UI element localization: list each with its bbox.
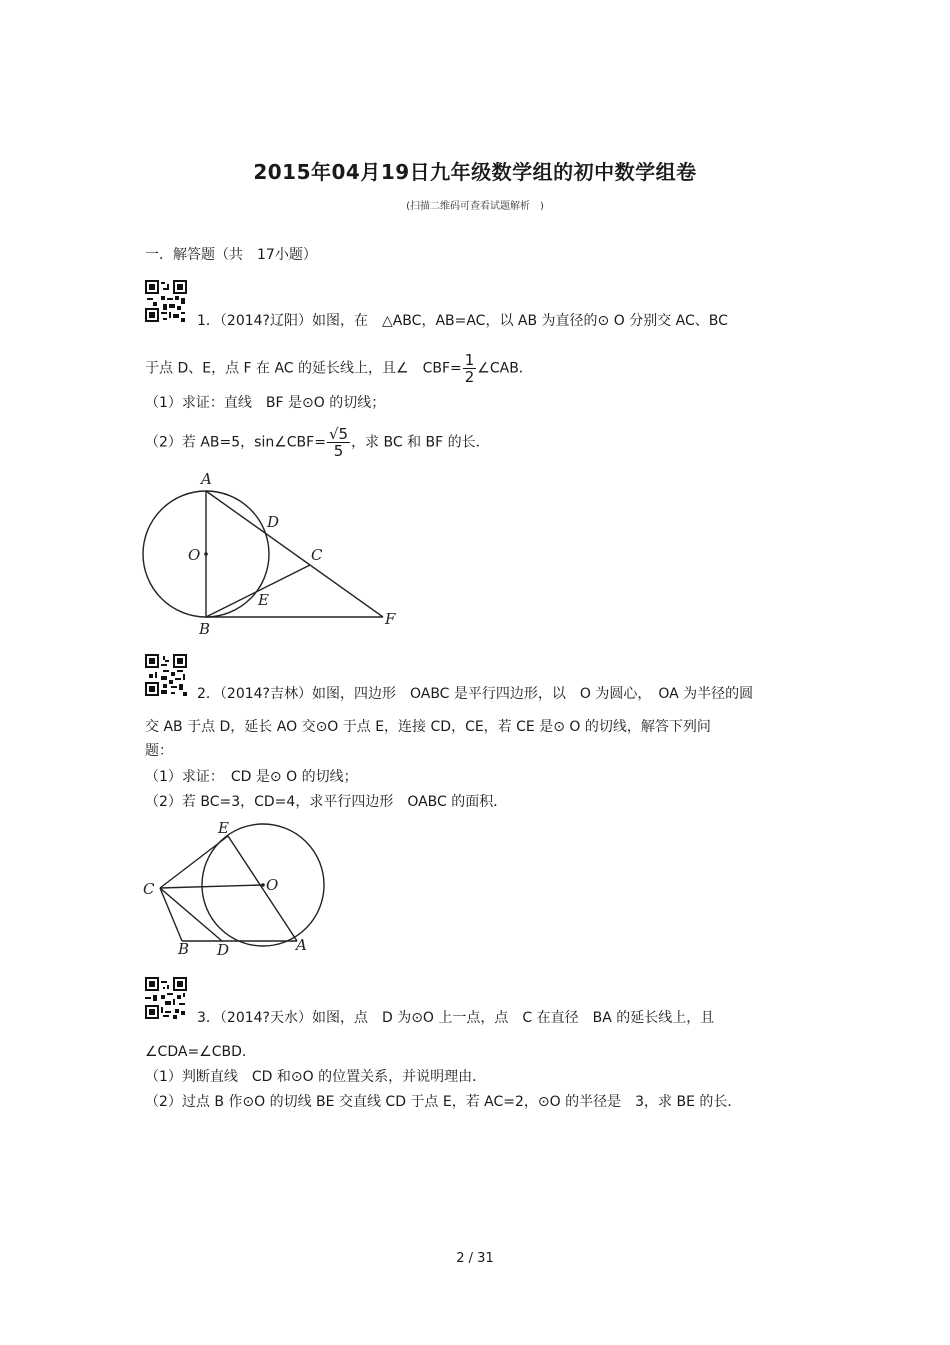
- q3-stem-line1: 3．（2014?天水）如图，点 D 为⊙O 上一点，点 C 在直径 BA 的延长线上，且: [197, 1010, 715, 1026]
- q1-label-e: E: [258, 591, 269, 609]
- q1-stem-line1: 1．（2014?辽阳）如图，在 △ABC，AB=AC，以 AB 为直径的⊙ O 分别交 AC、BC: [197, 313, 728, 329]
- q2-line-co: [160, 885, 263, 888]
- q3-part1: （1）判断直线 CD 和⊙O 的位置关系，并说明理由．: [145, 1069, 487, 1085]
- q3-part2: （2）过点 B 作⊙O 的切线 BE 交直线 CD 于点 E，若 AC=2，⊙O 的半径是 3，求 BE 的长．: [145, 1094, 742, 1110]
- qr-code-icon[interactable]: [145, 653, 187, 697]
- q1-frac2-den: 5: [333, 442, 344, 460]
- q1-label-b: B: [199, 620, 211, 638]
- q1-stem-line2-b: ∠CAB．: [477, 360, 533, 377]
- q2-label-b: B: [178, 940, 190, 958]
- q1-part2-b: ，求 BC 和 BF 的长．: [351, 434, 490, 451]
- q1-fraction-half: [463, 352, 477, 385]
- q1-part2: [145, 426, 490, 459]
- q1-frac1-den: 2: [464, 368, 475, 386]
- q1-stem-line2: [145, 352, 533, 385]
- q2-line-cb: [160, 888, 182, 941]
- document-subtitle: (扫描二维码可查看试题解析 ): [406, 201, 544, 212]
- q2-geometry-figure: [138, 816, 338, 958]
- q2-center-dot: [261, 883, 265, 887]
- q2-part1: （1）求证： CD 是⊙ O 的切线；: [145, 769, 358, 785]
- q1-label-a: A: [201, 470, 212, 488]
- q1-frac2-num: √5: [328, 425, 349, 443]
- q1-fraction-sqrt5: [327, 426, 350, 459]
- q2-label-d: D: [217, 941, 230, 958]
- q2-line-cd: [160, 888, 222, 941]
- q3-stem-line2: ∠CDA=∠CBD．: [145, 1044, 256, 1060]
- q2-stem-line1: 2．（2014?吉林）如图，四边形 OABC 是平行四边形，以 O 为圆心， OA 为半径的圆: [197, 686, 754, 702]
- document-title: 2015年04月19日九年级数学组的初中数学组卷: [253, 160, 697, 184]
- qr-code-icon[interactable]: [145, 976, 187, 1020]
- q1-stem-line2-a: 于点 D、E，点 F 在 AC 的延长线上，且∠ CBF=: [145, 360, 462, 377]
- section-heading: 一．解答题（共 17小题）: [145, 247, 317, 263]
- qr-code-icon[interactable]: [145, 279, 187, 323]
- q2-stem-line2: 交 AB 于点 D，延长 AO 交⊙O 于点 E，连接 CD，CE，若 CE 是⊙ O 的切线，解答下列问: [145, 719, 711, 735]
- q1-label-o: O: [188, 546, 201, 564]
- q2-label-a: A: [296, 936, 307, 954]
- q2-label-o: O: [266, 876, 279, 894]
- q2-part2: （2）若 BC=3，CD=4，求平行四边形 OABC 的面积．: [145, 794, 508, 810]
- q1-geometry-figure: [140, 468, 410, 638]
- q1-label-c: C: [311, 546, 323, 564]
- q1-part2-a: （2）若 AB=5，sin∠CBF=: [145, 434, 326, 451]
- q1-label-d: D: [267, 513, 280, 531]
- q2-label-c: C: [143, 880, 155, 898]
- q1-line-af: [206, 491, 383, 617]
- q1-part1: （1）求证：直线 BF 是⊙O 的切线；: [145, 395, 386, 411]
- q2-line-ea: [228, 836, 297, 941]
- q1-center-dot: [204, 552, 208, 556]
- q1-label-f: F: [385, 610, 396, 628]
- q2-label-e: E: [218, 819, 229, 837]
- q1-frac1-num: 1: [464, 351, 475, 369]
- q2-stem-line3: 题：: [145, 743, 173, 759]
- page-number: 2 / 31: [456, 1251, 494, 1266]
- q2-line-ce: [160, 836, 228, 888]
